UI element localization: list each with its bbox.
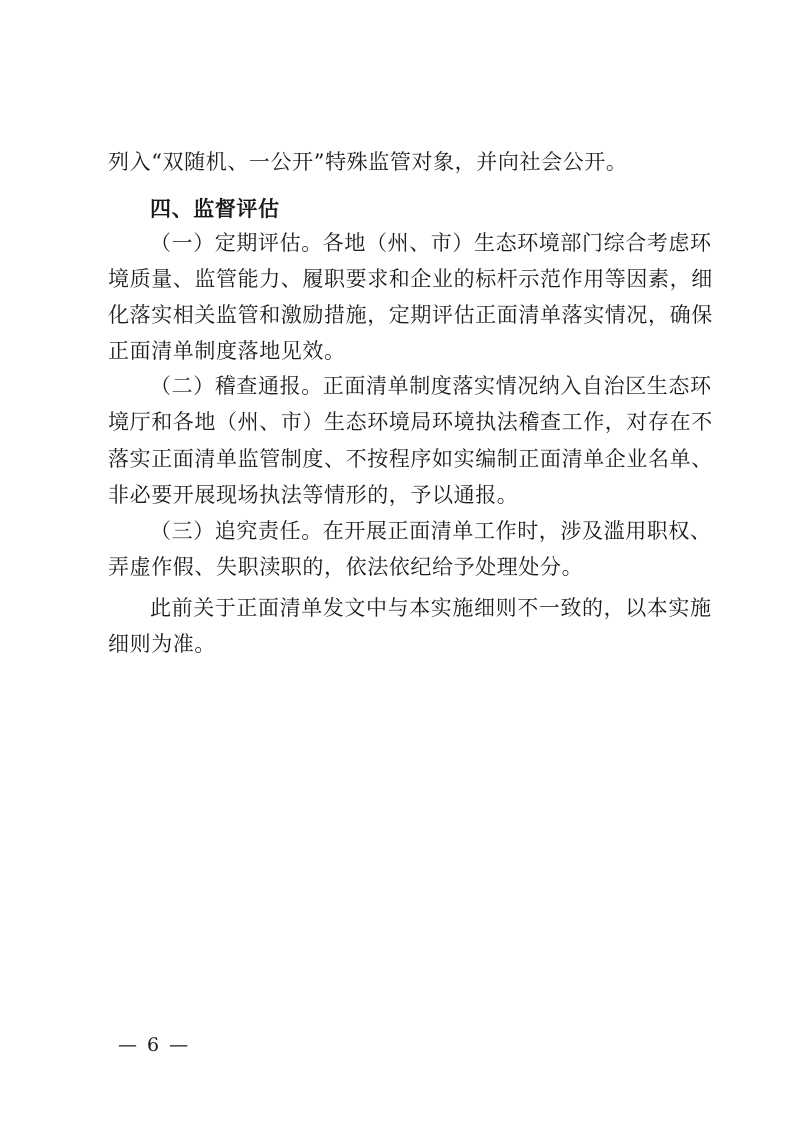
body-text-line: 细则为准。	[108, 632, 216, 656]
body-text-line: 非必要开展现场执法等情形的，予以通报。	[108, 483, 519, 507]
body-text-line: 列入“双随机、一公开”特殊监管对象，并向社会公开。	[108, 150, 628, 174]
section-heading: 四、监督评估	[150, 197, 280, 221]
body-text-line: 境质量、监管能力、履职要求和企业的标杆示范作用等因素，细	[108, 267, 713, 291]
body-text-line: 化落实相关监管和激励措施，定期评估正面清单落实情况，确保	[108, 303, 713, 327]
body-text-line: （三）追究责任。在开展正面清单工作时，涉及滥用职权、	[150, 519, 712, 543]
body-text-line: 落实正面清单监管制度、不按程序如实编制正面清单企业名单、	[108, 447, 713, 471]
body-text-line: 境厅和各地（州、市）生态环境局环境执法稽查工作，对存在不	[108, 410, 713, 434]
body-text-line: 正面清单制度落地见效。	[108, 339, 346, 363]
page-number: — 6 —	[118, 1034, 191, 1056]
body-text-line: （二）稽查通报。正面清单制度落实情况纳入自治区生态环	[150, 374, 712, 398]
body-text-line: 此前关于正面清单发文中与本实施细则不一致的，以本实施	[150, 596, 712, 620]
body-text-line: 弄虚作假、失职渎职的，依法依纪给予处理处分。	[108, 555, 584, 579]
body-text-line: （一）定期评估。各地（州、市）生态环境部门综合考虑环	[150, 231, 712, 255]
